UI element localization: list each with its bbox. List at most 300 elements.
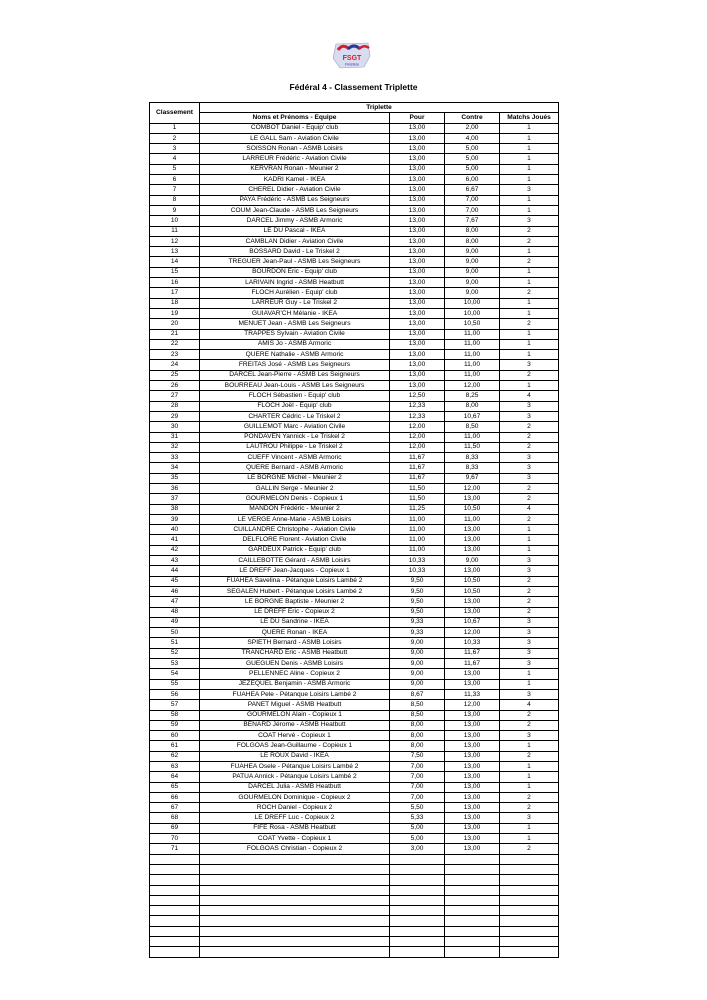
- cell-rank: 11: [150, 226, 200, 236]
- column-header-matchs-joues: Matchs Joués: [500, 113, 559, 123]
- cell-pour: 13,00: [390, 185, 445, 195]
- empty-cell: [445, 875, 500, 885]
- table-row: [150, 607, 559, 617]
- cell-pour: 13,00: [390, 329, 445, 339]
- cell-pour: 12,33: [390, 401, 445, 411]
- empty-cell: [200, 895, 390, 905]
- table-row: [150, 535, 559, 545]
- cell-name: GARDEUX Patrick - Equip' club: [200, 545, 390, 555]
- table-row: [150, 298, 559, 308]
- table-row: [150, 123, 559, 133]
- cell-contre: 13,00: [445, 813, 500, 823]
- cell-matchs-joues: 1: [500, 339, 559, 349]
- cell-matchs-joues: 4: [500, 391, 559, 401]
- cell-name: SEGALEN Hubert - Pétanque Loisirs Lambé 2: [200, 586, 390, 596]
- cell-rank: 53: [150, 659, 200, 669]
- cell-rank: 7: [150, 185, 200, 195]
- empty-table-row: [150, 906, 559, 916]
- cell-contre: 13,00: [445, 844, 500, 854]
- cell-name: FOLGOAS Christian - Copieux 2: [200, 844, 390, 854]
- cell-matchs-joues: 1: [500, 144, 559, 154]
- cell-matchs-joues: 2: [500, 422, 559, 432]
- cell-name: CUILLANDRE Christophe - Aviation Civile: [200, 525, 390, 535]
- cell-rank: 10: [150, 216, 200, 226]
- table-row: [150, 463, 559, 473]
- table-row: [150, 710, 559, 720]
- empty-cell: [200, 916, 390, 926]
- cell-pour: 12,50: [390, 391, 445, 401]
- cell-contre: 10,67: [445, 411, 500, 421]
- cell-name: AMIS Jo - ASMB Armoric: [200, 339, 390, 349]
- cell-pour: 11,50: [390, 483, 445, 493]
- cell-matchs-joues: 1: [500, 267, 559, 277]
- empty-cell: [150, 895, 200, 905]
- cell-rank: 60: [150, 731, 200, 741]
- cell-matchs-joues: 2: [500, 442, 559, 452]
- cell-pour: 11,67: [390, 463, 445, 473]
- table-row: [150, 782, 559, 792]
- cell-matchs-joues: 2: [500, 607, 559, 617]
- column-header-classement: Classement: [150, 103, 200, 124]
- empty-cell: [500, 926, 559, 936]
- cell-contre: 10,50: [445, 319, 500, 329]
- cell-name: CHARTER Cédric - Le Triskel 2: [200, 411, 390, 421]
- table-row: [150, 741, 559, 751]
- cell-contre: 10,00: [445, 298, 500, 308]
- cell-name: CUEFF Vincent - ASMB Armoric: [200, 453, 390, 463]
- page-title: Fédéral 4 - Classement Triplette: [289, 82, 418, 92]
- empty-cell: [200, 885, 390, 895]
- cell-contre: 7,67: [445, 216, 500, 226]
- cell-pour: 13,00: [390, 226, 445, 236]
- cell-rank: 58: [150, 710, 200, 720]
- table-row: [150, 648, 559, 658]
- cell-matchs-joues: 2: [500, 483, 559, 493]
- table-row: [150, 205, 559, 215]
- cell-matchs-joues: 3: [500, 628, 559, 638]
- empty-cell: [390, 937, 445, 947]
- cell-contre: 13,00: [445, 803, 500, 813]
- cell-matchs-joues: 4: [500, 700, 559, 710]
- cell-name: QUERE Ronan - IKEA: [200, 628, 390, 638]
- table-row: [150, 257, 559, 267]
- cell-contre: 13,00: [445, 679, 500, 689]
- column-header-contre: Contre: [445, 113, 500, 123]
- empty-cell: [200, 875, 390, 885]
- cell-name: COAT Yvette - Copieux 1: [200, 834, 390, 844]
- cell-rank: 49: [150, 617, 200, 627]
- table-row: [150, 401, 559, 411]
- cell-rank: 4: [150, 154, 200, 164]
- cell-contre: 13,00: [445, 782, 500, 792]
- cell-name: LARIVAIN Ingrid - ASMB Heatbutt: [200, 278, 390, 288]
- cell-rank: 55: [150, 679, 200, 689]
- cell-rank: 20: [150, 319, 200, 329]
- cell-pour: 12,33: [390, 411, 445, 421]
- empty-cell: [390, 864, 445, 874]
- cell-matchs-joues: 3: [500, 566, 559, 576]
- cell-matchs-joues: 3: [500, 617, 559, 627]
- cell-contre: 11,00: [445, 350, 500, 360]
- empty-cell: [445, 895, 500, 905]
- cell-name: MANDON Frédéric - Meunier 2: [200, 504, 390, 514]
- cell-contre: 10,50: [445, 586, 500, 596]
- empty-cell: [445, 937, 500, 947]
- cell-rank: 12: [150, 236, 200, 246]
- cell-rank: 16: [150, 278, 200, 288]
- cell-contre: 8,33: [445, 463, 500, 473]
- table-row: [150, 628, 559, 638]
- cell-pour: 9,00: [390, 648, 445, 658]
- cell-contre: 11,00: [445, 370, 500, 380]
- cell-rank: 46: [150, 586, 200, 596]
- cell-rank: 37: [150, 494, 200, 504]
- cell-matchs-joues: 1: [500, 133, 559, 143]
- cell-contre: 12,00: [445, 628, 500, 638]
- cell-matchs-joues: 1: [500, 782, 559, 792]
- fsgt-logo: [330, 40, 374, 70]
- cell-name: CHEREL Didier - Aviation Civile: [200, 185, 390, 195]
- empty-cell: [200, 864, 390, 874]
- cell-pour: 5,50: [390, 803, 445, 813]
- empty-cell: [150, 937, 200, 947]
- cell-rank: 47: [150, 597, 200, 607]
- cell-rank: 42: [150, 545, 200, 555]
- cell-pour: 9,33: [390, 628, 445, 638]
- cell-name: DARCEL Julia - ASMB Heatbutt: [200, 782, 390, 792]
- cell-pour: 7,00: [390, 772, 445, 782]
- cell-pour: 11,67: [390, 453, 445, 463]
- cell-contre: 11,00: [445, 514, 500, 524]
- empty-cell: [390, 906, 445, 916]
- table-row: [150, 586, 559, 596]
- cell-contre: 5,00: [445, 154, 500, 164]
- cell-name: GUIAVAR'CH Mélanie - IKEA: [200, 308, 390, 318]
- logo-text: FSGT: [342, 55, 362, 62]
- table-row: [150, 319, 559, 329]
- cell-name: COAT Hervé - Copieux 1: [200, 731, 390, 741]
- cell-pour: 7,00: [390, 792, 445, 802]
- table-row: [150, 381, 559, 391]
- cell-contre: 12,00: [445, 483, 500, 493]
- empty-cell: [200, 937, 390, 947]
- cell-name: FLOCH Aurélien - Equip' club: [200, 288, 390, 298]
- cell-pour: 13,00: [390, 195, 445, 205]
- cell-rank: 45: [150, 576, 200, 586]
- cell-pour: 13,00: [390, 154, 445, 164]
- cell-pour: 11,00: [390, 545, 445, 555]
- cell-rank: 31: [150, 432, 200, 442]
- cell-matchs-joues: 2: [500, 226, 559, 236]
- cell-contre: 8,00: [445, 226, 500, 236]
- table-row: [150, 494, 559, 504]
- cell-pour: 13,00: [390, 133, 445, 143]
- cell-pour: 12,00: [390, 442, 445, 452]
- cell-matchs-joues: 2: [500, 432, 559, 442]
- cell-matchs-joues: 1: [500, 669, 559, 679]
- cell-contre: 10,50: [445, 576, 500, 586]
- cell-matchs-joues: 2: [500, 792, 559, 802]
- table-row: [150, 411, 559, 421]
- table-row: [150, 133, 559, 143]
- cell-pour: 10,33: [390, 566, 445, 576]
- cell-pour: 13,00: [390, 144, 445, 154]
- cell-matchs-joues: 1: [500, 175, 559, 185]
- cell-pour: 9,50: [390, 576, 445, 586]
- cell-name: GOURMELON Denis - Copieux 1: [200, 494, 390, 504]
- header-row-group: [150, 103, 559, 113]
- empty-cell: [150, 885, 200, 895]
- cell-rank: 71: [150, 844, 200, 854]
- cell-name: PATUA Annick - Pétanque Loisirs Lambé 2: [200, 772, 390, 782]
- cell-matchs-joues: 1: [500, 834, 559, 844]
- empty-table-row: [150, 926, 559, 936]
- cell-name: KERVRAN Ronan - Meunier 2: [200, 164, 390, 174]
- cell-contre: 11,00: [445, 329, 500, 339]
- table-row: [150, 576, 559, 586]
- cell-contre: 8,50: [445, 422, 500, 432]
- table-row: [150, 164, 559, 174]
- cell-contre: 5,00: [445, 164, 500, 174]
- cell-matchs-joues: 3: [500, 731, 559, 741]
- cell-name: FREITAS José - ASMB Les Seigneurs: [200, 360, 390, 370]
- empty-cell: [500, 875, 559, 885]
- cell-matchs-joues: 1: [500, 298, 559, 308]
- cell-name: LE VERGE Anne-Marie - ASMB Loisirs: [200, 514, 390, 524]
- cell-name: GALLIN Serge - Meunier 2: [200, 483, 390, 493]
- cell-pour: 8,00: [390, 720, 445, 730]
- cell-matchs-joues: 4: [500, 504, 559, 514]
- table-row: [150, 473, 559, 483]
- empty-table-row: [150, 854, 559, 864]
- cell-rank: 64: [150, 772, 200, 782]
- cell-matchs-joues: 1: [500, 329, 559, 339]
- cell-contre: 11,67: [445, 648, 500, 658]
- cell-pour: 13,00: [390, 288, 445, 298]
- cell-name: KADRI Kamel - IKEA: [200, 175, 390, 185]
- cell-matchs-joues: 2: [500, 751, 559, 761]
- cell-name: ROCH Daniel - Copieux 2: [200, 803, 390, 813]
- empty-cell: [200, 926, 390, 936]
- cell-pour: 13,00: [390, 339, 445, 349]
- table-row: [150, 144, 559, 154]
- table-row: [150, 339, 559, 349]
- empty-table-row: [150, 937, 559, 947]
- cell-rank: 70: [150, 834, 200, 844]
- cell-pour: 8,00: [390, 731, 445, 741]
- cell-name: FUAHEA Savelina - Pétanque Loisirs Lambé 2: [200, 576, 390, 586]
- cell-rank: 61: [150, 741, 200, 751]
- cell-rank: 32: [150, 442, 200, 452]
- table-row: [150, 638, 559, 648]
- cell-rank: 23: [150, 350, 200, 360]
- cell-pour: 13,00: [390, 298, 445, 308]
- empty-cell: [500, 885, 559, 895]
- cell-rank: 66: [150, 792, 200, 802]
- table-row: [150, 483, 559, 493]
- cell-matchs-joues: 1: [500, 154, 559, 164]
- empty-cell: [150, 926, 200, 936]
- cell-pour: 5,00: [390, 823, 445, 833]
- cell-contre: 13,00: [445, 772, 500, 782]
- cell-matchs-joues: 3: [500, 453, 559, 463]
- table-row: [150, 545, 559, 555]
- cell-rank: 15: [150, 267, 200, 277]
- cell-matchs-joues: 1: [500, 247, 559, 257]
- cell-pour: 13,00: [390, 319, 445, 329]
- cell-matchs-joues: 2: [500, 720, 559, 730]
- cell-contre: 8,00: [445, 236, 500, 246]
- ranking-table: [149, 102, 559, 958]
- table-row: [150, 617, 559, 627]
- cell-name: LARREUR Frédéric - Aviation Civile: [200, 154, 390, 164]
- table-row: [150, 391, 559, 401]
- cell-pour: 8,67: [390, 689, 445, 699]
- cell-matchs-joues: 1: [500, 381, 559, 391]
- cell-contre: 9,67: [445, 473, 500, 483]
- cell-contre: 11,00: [445, 432, 500, 442]
- empty-cell: [500, 895, 559, 905]
- cell-contre: 11,33: [445, 689, 500, 699]
- cell-name: GOURMELON Dominique - Copieux 2: [200, 792, 390, 802]
- cell-pour: 7,50: [390, 751, 445, 761]
- cell-rank: 40: [150, 525, 200, 535]
- cell-matchs-joues: 2: [500, 370, 559, 380]
- cell-contre: 13,00: [445, 741, 500, 751]
- cell-rank: 24: [150, 360, 200, 370]
- logo-subtext: Finistère: [345, 62, 359, 67]
- cell-name: BOURDON Eric - Equip' club: [200, 267, 390, 277]
- cell-name: FLOCH Sébastien - Equip' club: [200, 391, 390, 401]
- cell-name: TRANCHARD Eric - ASMB Heatbutt: [200, 648, 390, 658]
- cell-name: BENARD Jérome - ASMB Heatbutt: [200, 720, 390, 730]
- cell-matchs-joues: 3: [500, 659, 559, 669]
- cell-contre: 13,00: [445, 545, 500, 555]
- cell-contre: 8,33: [445, 453, 500, 463]
- cell-rank: 51: [150, 638, 200, 648]
- cell-pour: 12,00: [390, 422, 445, 432]
- empty-cell: [445, 906, 500, 916]
- cell-pour: 13,00: [390, 308, 445, 318]
- table-row: [150, 772, 559, 782]
- cell-contre: 13,00: [445, 823, 500, 833]
- cell-rank: 52: [150, 648, 200, 658]
- cell-rank: 69: [150, 823, 200, 833]
- cell-matchs-joues: 2: [500, 576, 559, 586]
- cell-name: QUERE Bernard - ASMB Armoric: [200, 463, 390, 473]
- cell-matchs-joues: 1: [500, 123, 559, 133]
- cell-matchs-joues: 2: [500, 514, 559, 524]
- cell-matchs-joues: 2: [500, 319, 559, 329]
- table-row: [150, 762, 559, 772]
- table-row: [150, 700, 559, 710]
- cell-contre: 9,00: [445, 247, 500, 257]
- cell-rank: 36: [150, 483, 200, 493]
- table-row: [150, 813, 559, 823]
- cell-rank: 5: [150, 164, 200, 174]
- table-row: [150, 525, 559, 535]
- cell-matchs-joues: 3: [500, 463, 559, 473]
- cell-matchs-joues: 1: [500, 350, 559, 360]
- cell-matchs-joues: 2: [500, 494, 559, 504]
- cell-name: GOURMELON Alain - Copieux 1: [200, 710, 390, 720]
- cell-pour: 13,00: [390, 205, 445, 215]
- cell-name: LAUTROU Philippe - Le Triskel 2: [200, 442, 390, 452]
- table-row: [150, 556, 559, 566]
- cell-pour: 9,50: [390, 607, 445, 617]
- cell-name: QUERE Nathalie - ASMB Armoric: [200, 350, 390, 360]
- cell-pour: 9,50: [390, 586, 445, 596]
- cell-pour: 13,00: [390, 236, 445, 246]
- cell-matchs-joues: 2: [500, 803, 559, 813]
- cell-contre: 9,00: [445, 556, 500, 566]
- ranking-table-body: [150, 123, 559, 957]
- cell-contre: 13,00: [445, 731, 500, 741]
- cell-pour: 8,50: [390, 710, 445, 720]
- table-row: [150, 689, 559, 699]
- cell-name: LARREUR Guy - Le Triskel 2: [200, 298, 390, 308]
- cell-rank: 34: [150, 463, 200, 473]
- cell-pour: 8,50: [390, 700, 445, 710]
- table-row: [150, 154, 559, 164]
- cell-name: TREGUER Jean-Paul - ASMB Les Seigneurs: [200, 257, 390, 267]
- cell-pour: 11,00: [390, 535, 445, 545]
- cell-name: FIFE Rosa - ASMB Heatbutt: [200, 823, 390, 833]
- cell-contre: 10,50: [445, 504, 500, 514]
- cell-matchs-joues: 1: [500, 762, 559, 772]
- empty-cell: [445, 947, 500, 957]
- cell-name: LE DREFF Luc - Copieux 2: [200, 813, 390, 823]
- cell-matchs-joues: 3: [500, 473, 559, 483]
- empty-cell: [150, 875, 200, 885]
- table-row: [150, 504, 559, 514]
- cell-contre: 2,00: [445, 123, 500, 133]
- cell-matchs-joues: 3: [500, 401, 559, 411]
- cell-matchs-joues: 3: [500, 411, 559, 421]
- empty-cell: [500, 947, 559, 957]
- cell-contre: 11,00: [445, 339, 500, 349]
- cell-contre: 12,00: [445, 700, 500, 710]
- cell-rank: 43: [150, 556, 200, 566]
- cell-contre: 13,00: [445, 535, 500, 545]
- cell-contre: 10,33: [445, 638, 500, 648]
- cell-name: PAYA Frédéric - ASMB Les Seigneurs: [200, 195, 390, 205]
- cell-pour: 13,00: [390, 267, 445, 277]
- cell-pour: 12,00: [390, 432, 445, 442]
- empty-table-row: [150, 916, 559, 926]
- empty-table-row: [150, 875, 559, 885]
- empty-cell: [390, 875, 445, 885]
- cell-name: DARCEL Jean-Pierre - ASMB Les Seigneurs: [200, 370, 390, 380]
- table-row: [150, 422, 559, 432]
- cell-contre: 7,00: [445, 195, 500, 205]
- cell-name: DARCEL Jimmy - ASMB Armoric: [200, 216, 390, 226]
- cell-rank: 25: [150, 370, 200, 380]
- cell-rank: 65: [150, 782, 200, 792]
- empty-cell: [445, 854, 500, 864]
- table-row: [150, 823, 559, 833]
- cell-name: LE BORGNE Michel - Meunier 2: [200, 473, 390, 483]
- table-row: [150, 803, 559, 813]
- empty-cell: [445, 916, 500, 926]
- cell-name: FUAHEA Pele - Pétanque Loisirs Lambé 2: [200, 689, 390, 699]
- cell-contre: 13,00: [445, 834, 500, 844]
- cell-rank: 28: [150, 401, 200, 411]
- empty-cell: [445, 864, 500, 874]
- cell-contre: 13,00: [445, 597, 500, 607]
- cell-pour: 13,00: [390, 370, 445, 380]
- cell-pour: 8,00: [390, 741, 445, 751]
